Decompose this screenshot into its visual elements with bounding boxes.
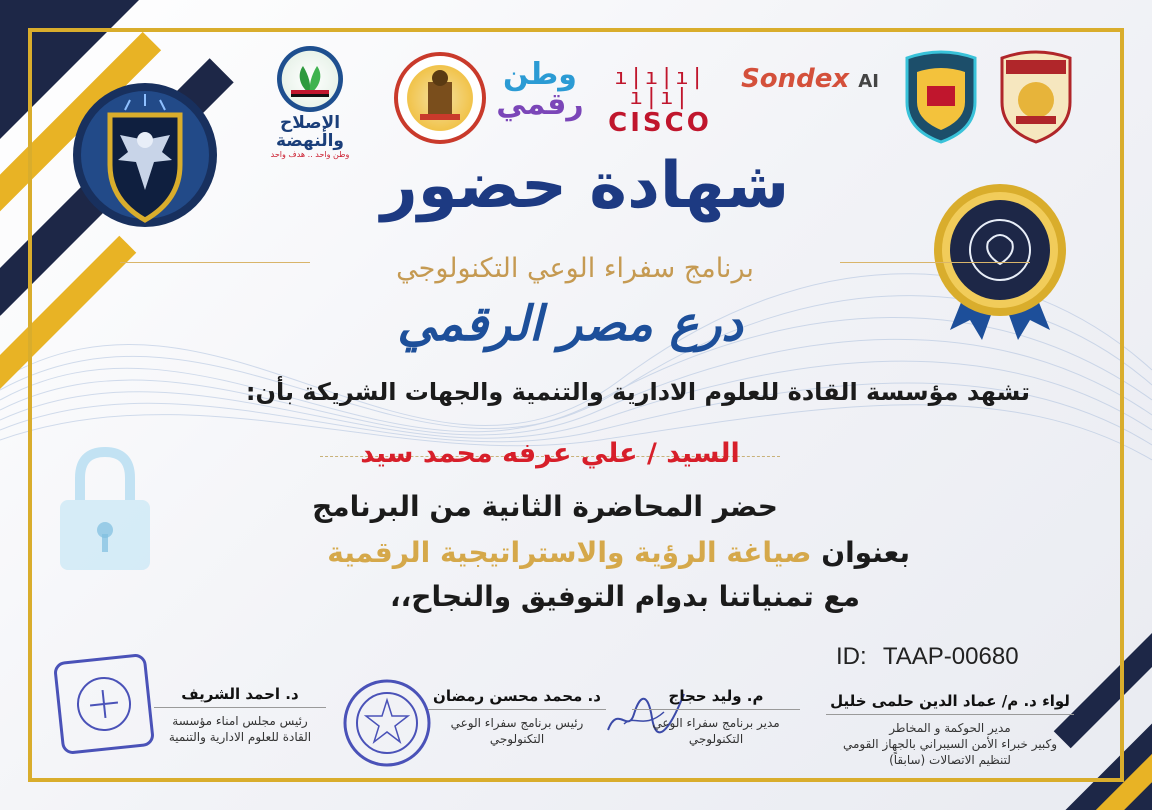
party-name: الإصلاح والنهضة xyxy=(276,113,344,151)
signatory-4 xyxy=(154,685,326,745)
topic-line xyxy=(180,536,910,569)
digital-egypt-logo xyxy=(490,57,590,140)
partner-logos xyxy=(250,46,1070,159)
attendance-text: حضر المحاضرة الثانية من البرنامج xyxy=(312,490,778,523)
leaders-foundation-shield-logo xyxy=(995,48,1077,146)
party-logo xyxy=(250,46,370,159)
signatory-title-line: القادة للعلوم الادارية والتنمية xyxy=(168,730,312,744)
eagle-shield-emblem-icon xyxy=(70,80,220,230)
lock-icon xyxy=(40,430,200,580)
watan-word: وطن xyxy=(503,57,577,92)
signatory-title-line: وكبير خبراء الأمن السيبراني بالجهاز القومي xyxy=(842,737,1058,751)
wishes-text: مع تمنياتنا بدوام التوفيق والنجاح،، xyxy=(390,580,860,613)
certificate-title: شهادة حضور xyxy=(380,149,790,223)
signatory-2 xyxy=(632,687,800,747)
signatory-title-line: مدير الحوكمة و المخاطر xyxy=(889,721,1011,735)
signatory-name: د. احمد الشريف xyxy=(154,685,326,708)
academy-shield-logo xyxy=(900,48,982,146)
recipient-line xyxy=(300,434,800,474)
sondex-ai: AI xyxy=(858,71,879,92)
signatory-title-line: التكنولوجي xyxy=(688,732,744,746)
raqami-word: رقمي xyxy=(496,87,584,122)
signatory-title-line: التكنولوجي xyxy=(489,732,545,746)
signatory-title-line: رئيس برنامج سفراء الوعي xyxy=(450,716,584,730)
signatory-title-line: لتنظيم الاتصالات (سابقاً) xyxy=(889,753,1011,767)
recipient-name: السيد / علي عرفه محمد سيد xyxy=(360,438,740,469)
cisco-word: CISCO xyxy=(608,108,712,138)
topic-title: صياغة الرؤية والاستراتيجية الرقمية xyxy=(327,536,812,569)
signatory-name: م. وليد حجاج xyxy=(632,687,800,710)
right-rule xyxy=(840,262,1030,263)
left-rule xyxy=(120,262,310,263)
program-name: برنامج سفراء الوعي التكنولوجي xyxy=(396,253,754,284)
signatory-name: د. محمد محسن رمضان xyxy=(428,687,606,710)
sondex-word: Sondex xyxy=(741,64,850,94)
ambassadors-stamp-icon xyxy=(342,678,432,768)
cisco-bars-icon: ı|ı|ı|ı|ı| xyxy=(614,65,706,110)
higher-institute-logo xyxy=(390,52,490,152)
signatory-title-line: رئيس مجلس امناء مؤسسة xyxy=(172,714,308,728)
signatory-title-line: مدير برنامج سفراء الوعي xyxy=(652,716,780,730)
attestation-text: تشهد مؤسسة القادة للعلوم الادارية والتنمية والجهات الشريكة بأن: xyxy=(245,378,1030,406)
signatory-1 xyxy=(826,692,1074,768)
signatory-3 xyxy=(428,687,606,747)
signatory-name: لواء د. م/ عماد الدين حلمى خليل xyxy=(826,692,1074,715)
branch-title: درع مصر الرقمي xyxy=(397,296,743,352)
program-line xyxy=(120,252,1030,286)
cisco-logo xyxy=(600,65,720,138)
certificate-id xyxy=(836,643,1046,671)
party-tagline: وطن واحد .. هدف واحد xyxy=(270,150,350,159)
id-value: TAAP-00680 xyxy=(882,643,1019,670)
topic-prefix: بعنوان xyxy=(821,536,910,569)
id-label: ID: xyxy=(836,643,867,670)
sondex-logo xyxy=(730,64,890,134)
leaf-icon xyxy=(277,46,343,112)
leaders-foundation-stamp-icon xyxy=(51,651,157,757)
